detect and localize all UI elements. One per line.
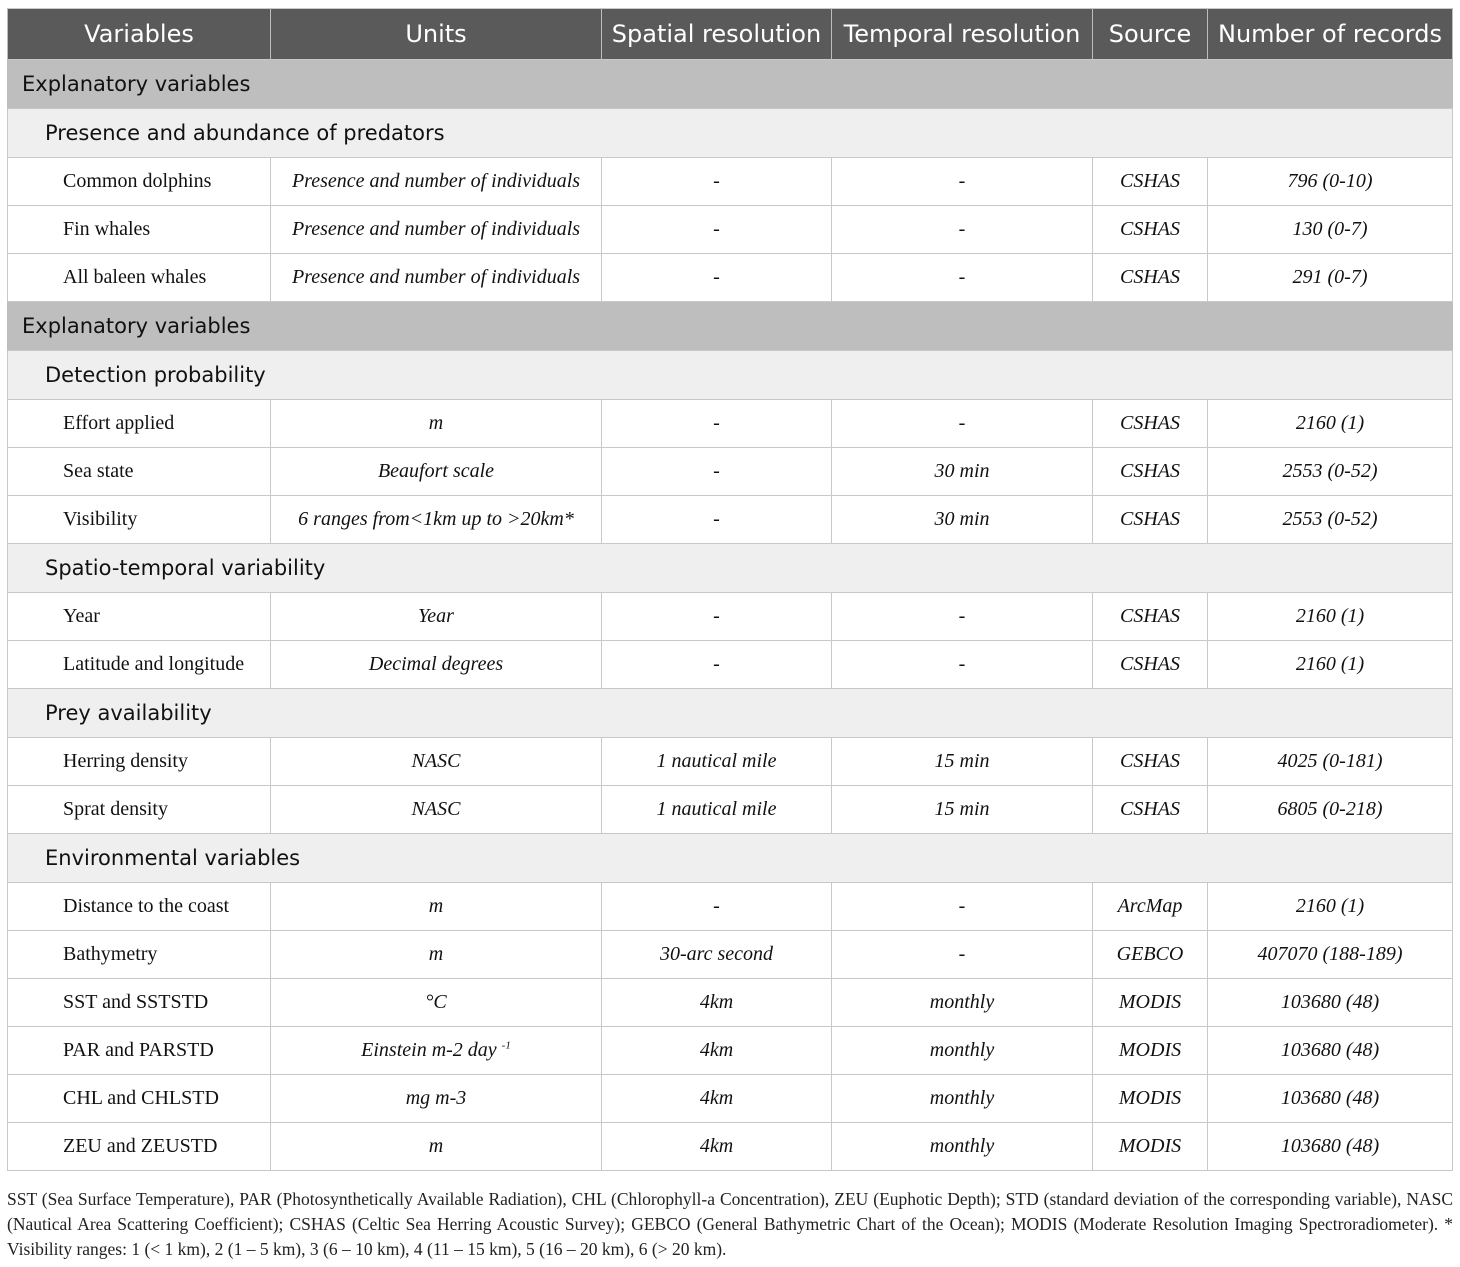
section-title: Explanatory variables [8,60,1453,109]
cell-source: CSHAS [1093,158,1208,206]
cell-spatial-resolution: - [602,496,832,544]
cell-temporal-resolution: - [832,206,1093,254]
cell-number-of-records: 291 (0-7) [1208,254,1453,302]
cell-source: GEBCO [1093,931,1208,979]
cell-spatial-resolution: - [602,206,832,254]
cell-units: Beaufort scale [271,448,602,496]
cell-number-of-records: 103680 (48) [1208,1027,1453,1075]
cell-units: m [271,931,602,979]
cell-spatial-resolution: 4km [602,1123,832,1171]
section-header-row [8,60,1453,109]
cell-variable: Herring density [8,738,271,786]
cell-number-of-records: 103680 (48) [1208,1123,1453,1171]
header-units: Units [271,9,602,60]
units-text: Einstein m-2 day [361,1039,497,1061]
cell-number-of-records: 6805 (0-218) [1208,786,1453,834]
cell-number-of-records: 2160 (1) [1208,641,1453,689]
table-container [7,8,1452,1171]
cell-variable: Bathymetry [8,931,271,979]
header-number-of-records: Number of records [1208,9,1453,60]
cell-temporal-resolution: 30 min [832,496,1093,544]
cell-number-of-records: 2160 (1) [1208,883,1453,931]
cell-temporal-resolution: monthly [832,1123,1093,1171]
cell-units: Decimal degrees [271,641,602,689]
cell-variable: SST and SSTSTD [8,979,271,1027]
group-header-row [8,544,1453,593]
section-header-row [8,302,1453,351]
cell-source: MODIS [1093,979,1208,1027]
table-row [8,206,1453,254]
cell-temporal-resolution: - [832,641,1093,689]
cell-variable: Year [8,593,271,641]
cell-source: MODIS [1093,1075,1208,1123]
cell-spatial-resolution: 1 nautical mile [602,738,832,786]
cell-variable: PAR and PARSTD [8,1027,271,1075]
cell-variable: All baleen whales [8,254,271,302]
cell-source: CSHAS [1093,593,1208,641]
table-row [8,593,1453,641]
cell-variable: Common dolphins [8,158,271,206]
cell-number-of-records: 103680 (48) [1208,1075,1453,1123]
cell-temporal-resolution: - [832,254,1093,302]
table-row [8,1027,1453,1075]
table-row [8,738,1453,786]
cell-units: Presence and number of individuals [271,158,602,206]
cell-number-of-records: 796 (0-10) [1208,158,1453,206]
cell-spatial-resolution: - [602,641,832,689]
table-row [8,1123,1453,1171]
cell-temporal-resolution: - [832,593,1093,641]
cell-source: CSHAS [1093,738,1208,786]
cell-variable: Latitude and longitude [8,641,271,689]
cell-number-of-records: 130 (0-7) [1208,206,1453,254]
table-row [8,400,1453,448]
cell-variable: Visibility [8,496,271,544]
cell-temporal-resolution: 15 min [832,786,1093,834]
cell-variable: Effort applied [8,400,271,448]
cell-variable: ZEU and ZEUSTD [8,1123,271,1171]
cell-variable: CHL and CHLSTD [8,1075,271,1123]
cell-temporal-resolution: 15 min [832,738,1093,786]
group-title: Spatio-temporal variability [8,544,1453,593]
cell-source: CSHAS [1093,448,1208,496]
cell-spatial-resolution: 4km [602,979,832,1027]
table-row [8,786,1453,834]
group-header-row [8,351,1453,400]
cell-source: CSHAS [1093,641,1208,689]
cell-spatial-resolution: 1 nautical mile [602,786,832,834]
cell-variable: Fin whales [8,206,271,254]
cell-units: NASC [271,786,602,834]
cell-temporal-resolution: monthly [832,1075,1093,1123]
cell-number-of-records: 2553 (0-52) [1208,448,1453,496]
group-title: Detection probability [8,351,1453,400]
cell-units: mg m-3 [271,1075,602,1123]
cell-number-of-records: 407070 (188-189) [1208,931,1453,979]
header-variables: Variables [8,9,271,60]
table-row [8,641,1453,689]
table-row [8,979,1453,1027]
table-header-row [8,9,1453,60]
table-row [8,883,1453,931]
cell-spatial-resolution: - [602,448,832,496]
cell-variable: Sprat density [8,786,271,834]
cell-units: NASC [271,738,602,786]
table-body [8,60,1453,1171]
cell-units: 6 ranges from<1km up to >20km* [271,496,602,544]
table-footnote: SST (Sea Surface Temperature), PAR (Photosynthetically Available Radiation), CHL (Chlorophyll-a Concentration), ZEU (Euphotic Depth); STD (standard deviation of the corresponding variable), NASC (Nautical Area Scattering Coefficient); CSHAS (Celtic Sea Herring Acoustic Survey); GEBCO (General Bathymetric Chart of the Ocean); MODIS (Moderate Resolution Imaging Spectroradiometer). * Visibility ranges: 1 (< 1 km), 2 (1 – 5 km), 3 (6 – 10 km), 4 (11 – 15 km), 5 (16 – 20 km), 6 (> 20 km). [7,1189,1453,1259]
table-row [8,158,1453,206]
cell-temporal-resolution: monthly [832,979,1093,1027]
group-header-row [8,689,1453,738]
variables-table [7,8,1453,1171]
cell-spatial-resolution: - [602,158,832,206]
cell-temporal-resolution: monthly [832,1027,1093,1075]
cell-units: Year [271,593,602,641]
cell-number-of-records: 2160 (1) [1208,400,1453,448]
cell-source: MODIS [1093,1027,1208,1075]
cell-spatial-resolution: 4km [602,1027,832,1075]
cell-number-of-records: 2160 (1) [1208,593,1453,641]
table-row [8,254,1453,302]
cell-variable: Distance to the coast [8,883,271,931]
header-source: Source [1093,9,1208,60]
cell-temporal-resolution: - [832,158,1093,206]
cell-units [271,1027,602,1075]
cell-source: CSHAS [1093,786,1208,834]
cell-source: ArcMap [1093,883,1208,931]
cell-temporal-resolution: - [832,931,1093,979]
cell-temporal-resolution: - [832,400,1093,448]
cell-source: CSHAS [1093,254,1208,302]
table-row [8,931,1453,979]
cell-spatial-resolution: - [602,883,832,931]
cell-source: MODIS [1093,1123,1208,1171]
cell-units: m [271,1123,602,1171]
table-row [8,448,1453,496]
table-row [8,496,1453,544]
cell-source: CSHAS [1093,496,1208,544]
cell-units: m [271,400,602,448]
cell-spatial-resolution: - [602,593,832,641]
group-title: Environmental variables [8,834,1453,883]
cell-temporal-resolution: - [832,883,1093,931]
cell-source: CSHAS [1093,400,1208,448]
section-title: Explanatory variables [8,302,1453,351]
cell-units: Presence and number of individuals [271,254,602,302]
cell-spatial-resolution: 4km [602,1075,832,1123]
cell-spatial-resolution: - [602,254,832,302]
cell-number-of-records: 4025 (0-181) [1208,738,1453,786]
group-header-row [8,109,1453,158]
header-temporal-resolution: Temporal resolution [832,9,1093,60]
group-title: Presence and abundance of predators [8,109,1453,158]
cell-spatial-resolution: 30-arc second [602,931,832,979]
group-title: Prey availability [8,689,1453,738]
units-superscript: -1 [501,1039,511,1052]
cell-number-of-records: 2553 (0-52) [1208,496,1453,544]
cell-variable: Sea state [8,448,271,496]
cell-number-of-records: 103680 (48) [1208,979,1453,1027]
header-spatial-resolution: Spatial resolution [602,9,832,60]
group-header-row [8,834,1453,883]
cell-units: Presence and number of individuals [271,206,602,254]
table-row [8,1075,1453,1123]
cell-source: CSHAS [1093,206,1208,254]
cell-units: m [271,883,602,931]
cell-temporal-resolution: 30 min [832,448,1093,496]
cell-units: °C [271,979,602,1027]
cell-spatial-resolution: - [602,400,832,448]
